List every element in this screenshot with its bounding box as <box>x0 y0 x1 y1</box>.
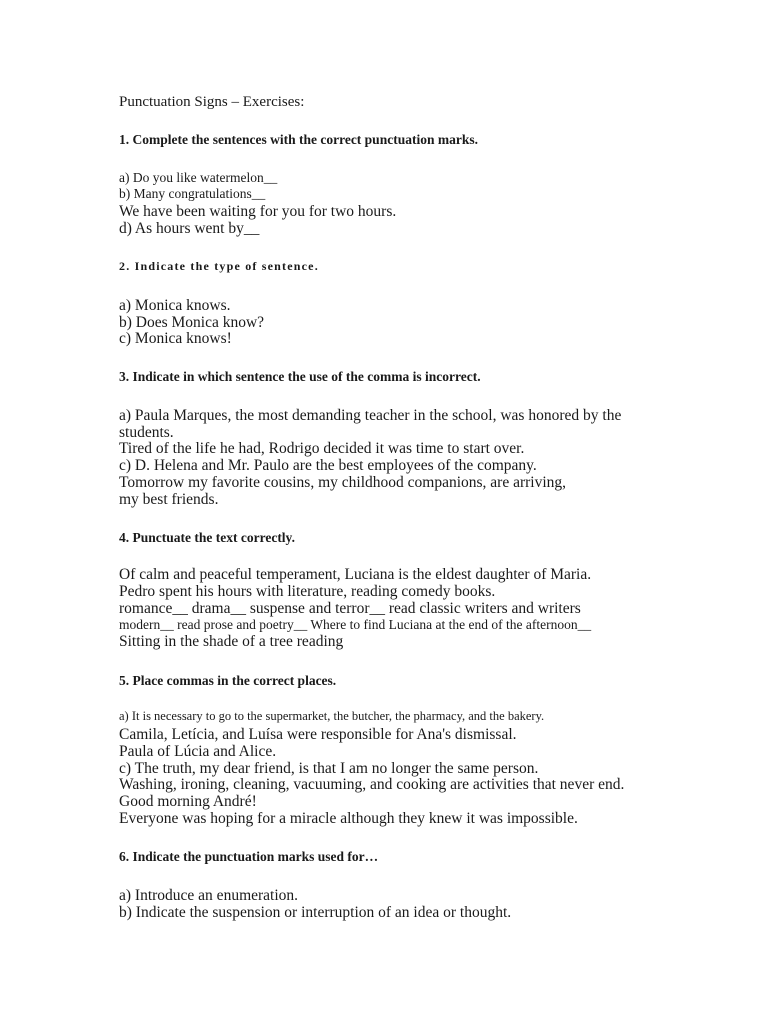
q3-line-d: Tomorrow my favorite cousins, my childhood companions, are arriving, <box>119 474 567 491</box>
question-3-heading: 3. Indicate in which sentence the use of the comma is incorrect. <box>119 369 481 384</box>
q2-line-c: c) Monica knows! <box>119 330 232 347</box>
question-6-heading: 6. Indicate the punctuation marks used for… <box>119 849 379 864</box>
q4-line-2: Pedro spent his hours with literature, reading comedy books. <box>119 583 496 600</box>
q4-line-5: Sitting in the shade of a tree reading <box>119 633 344 650</box>
q5-line-c: c) The truth, my dear friend, is that I am no longer the same person. <box>119 760 539 777</box>
q5-line-a: a) It is necessary to go to the supermarket, the butcher, the pharmacy, and the bakery. <box>119 709 545 723</box>
question-1-heading: 1. Complete the sentences with the correct punctuation marks. <box>119 132 478 147</box>
q6-line-a: a) Introduce an enumeration. <box>119 887 299 904</box>
page-title: Punctuation Signs – Exercises: <box>119 94 305 110</box>
q4-line-3: romance__ drama__ suspense and terror__ read classic writers and writers <box>119 600 581 617</box>
question-2-heading: 2. Indicate the type of sentence. <box>119 259 319 273</box>
q1-line-d: d) As hours went by__ <box>119 220 260 237</box>
q6-line-b: b) Indicate the suspension or interruption of an idea or thought. <box>119 904 512 921</box>
q5-line-e: Good morning André! <box>119 793 257 810</box>
q4-line-1: Of calm and peaceful temperament, Luciana is the eldest daughter of Maria. <box>119 566 592 583</box>
q2-line-a: a) Monica knows. <box>119 297 231 314</box>
question-4-heading: 4. Punctuate the text correctly. <box>119 530 295 545</box>
question-5-heading: 5. Place commas in the correct places. <box>119 673 337 688</box>
q5-line-f: Everyone was hoping for a miracle although they knew it was impossible. <box>119 810 578 827</box>
q4-line-4: modern__ read prose and poetry__ Where to find Luciana at the end of the afternoon__ <box>119 617 592 632</box>
q3-line-a: a) Paula Marques, the most demanding teacher in the school, was honored by the <box>119 407 622 424</box>
q3-line-a-cont: students. <box>119 424 174 441</box>
q5-line-b-cont: Paula of Lúcia and Alice. <box>119 743 277 760</box>
q1-line-c: We have been waiting for you for two hours. <box>119 203 397 220</box>
q1-line-b: b) Many congratulations__ <box>119 186 266 201</box>
q5-line-b: Camila, Letícia, and Luísa were responsible for Ana's dismissal. <box>119 726 517 743</box>
q2-line-b: b) Does Monica know? <box>119 314 265 331</box>
q5-line-d: Washing, ironing, cleaning, vacuuming, and cooking are activities that never end. <box>119 776 625 793</box>
q3-line-c: c) D. Helena and Mr. Paulo are the best employees of the company. <box>119 457 537 474</box>
q1-line-a: a) Do you like watermelon__ <box>119 170 278 185</box>
q3-line-d-cont: my best friends. <box>119 491 219 508</box>
q3-line-b: Tired of the life he had, Rodrigo decided it was time to start over. <box>119 440 525 457</box>
